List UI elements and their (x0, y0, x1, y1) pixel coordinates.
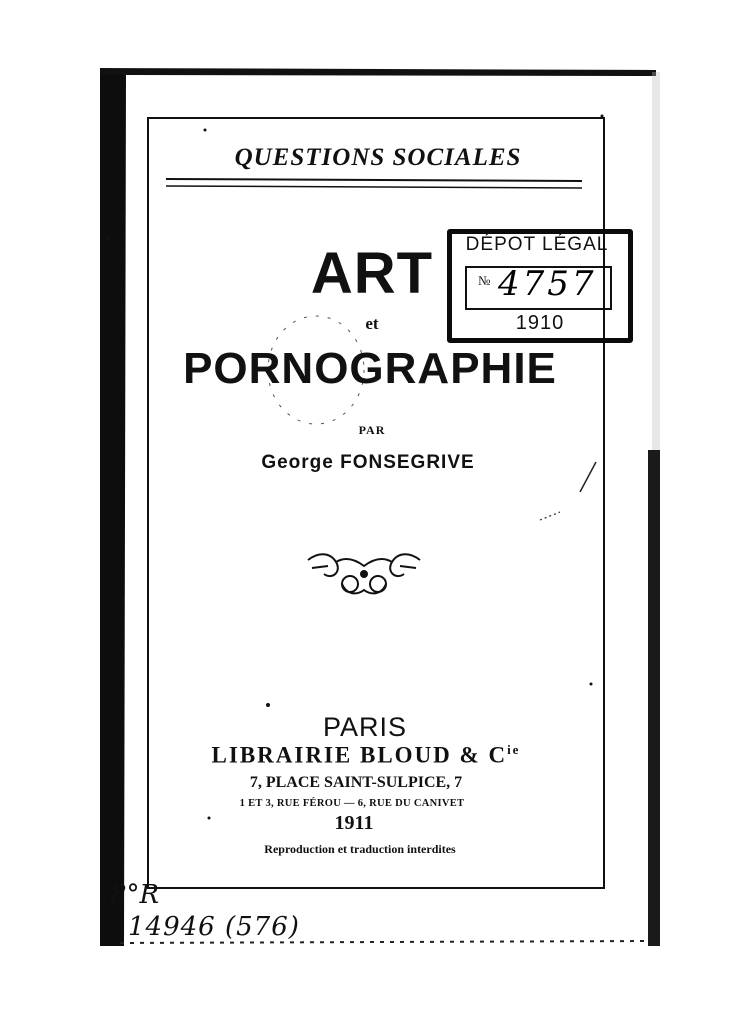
publisher-name: LIBRAIRIE BLOUD & C (211, 742, 508, 768)
shelfmark-line-2: 14946 (576) (128, 912, 300, 942)
title-line-1: ART (310, 241, 434, 306)
ornament-vignette (308, 554, 420, 593)
stamp-number-prefix: № (478, 273, 491, 288)
imprint-address-1: 7, PLACE SAINT-SULPICE, 7 (249, 774, 463, 791)
left-page-edge (100, 70, 126, 946)
stamp-title: DÉPOT LÉGAL (465, 234, 609, 255)
series-rule (166, 179, 582, 181)
author-by: PAR (358, 423, 386, 437)
stamp-year: 1910 (515, 312, 565, 334)
stamp-handwritten-number: 4757 (498, 264, 597, 304)
shelfmark-line-1: 8°R (110, 880, 160, 910)
imprint-address-2: 1 ET 3, RUE FÉROU — 6, RUE DU CANIVET (239, 798, 465, 809)
series-title: QUESTIONS SOCIALES (234, 144, 522, 171)
imprint-publisher (212, 742, 521, 769)
author-name: George FONSEGRIVE (261, 452, 475, 473)
imprint-city: PARIS (322, 712, 408, 742)
publisher-suffix: ie (507, 742, 521, 757)
top-page-edge (100, 68, 656, 76)
rights-notice: Reproduction et traduction interdites (264, 842, 456, 856)
right-page-edge (648, 450, 660, 946)
title-line-2: PORNOGRAPHIE (183, 344, 557, 393)
title-connector: et (365, 314, 379, 333)
imprint-year: 1911 (334, 812, 374, 834)
